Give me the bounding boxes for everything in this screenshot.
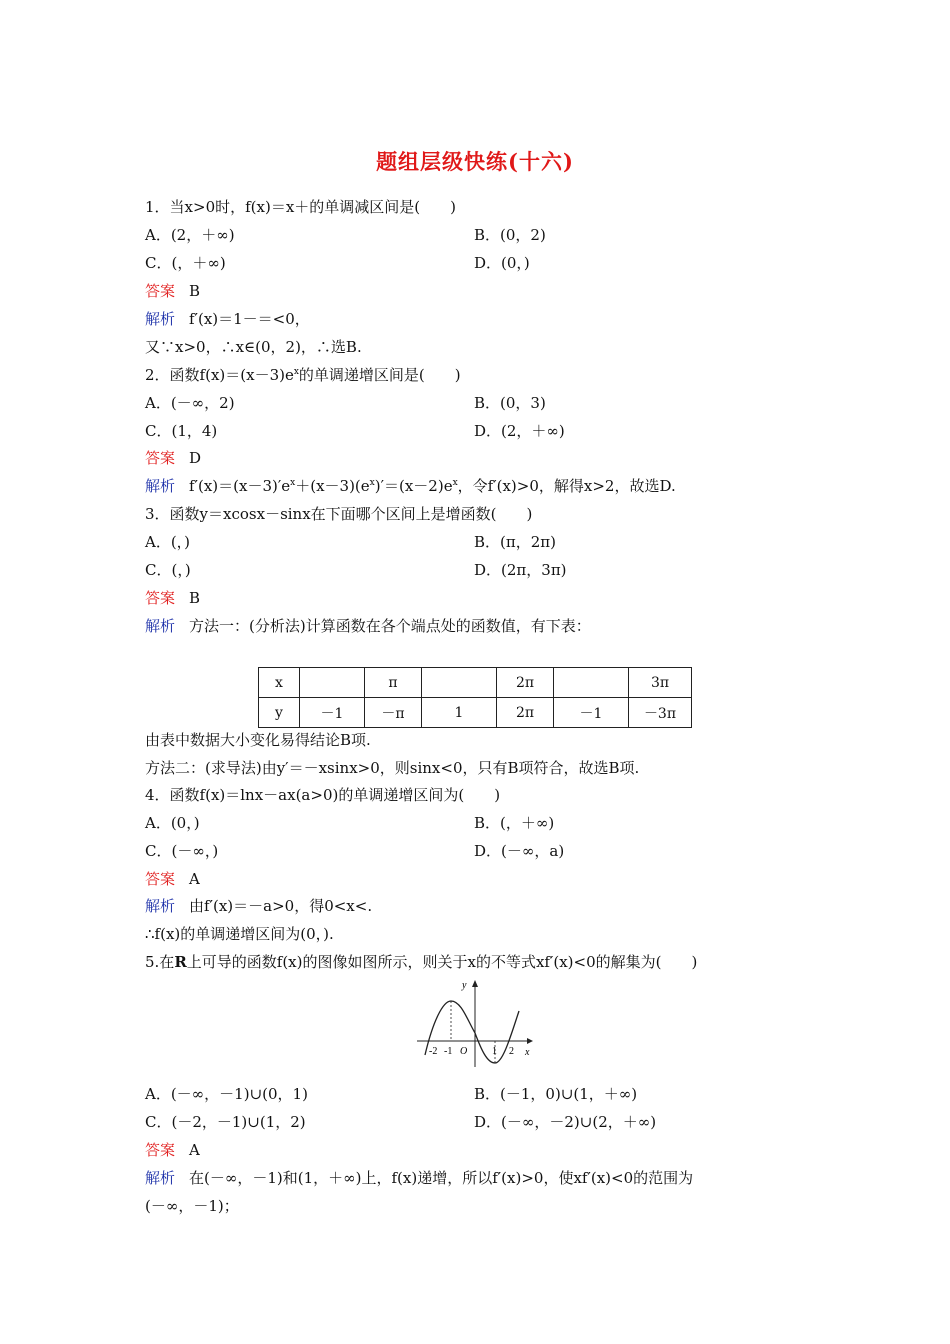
value-table (258, 667, 692, 728)
q2-answer-row (145, 448, 201, 468)
analysis-label: 解析 (145, 1169, 176, 1187)
q3-option-a: A．(，) (145, 533, 191, 551)
q4-analysis-extra: ∴f(x)的单调递增区间为(0，). (145, 925, 334, 943)
q5-option-c: C．(－2，－1)∪(1，2) (145, 1113, 306, 1131)
q5-stem-bold: R (174, 953, 187, 971)
q2-analysis-2: ＋(x－3)(e (295, 477, 370, 495)
table-cell: 3π (629, 668, 692, 698)
q3-answer: B (189, 589, 201, 607)
q4-analysis: 由f′(x)＝－a>0，得0<x<. (189, 897, 373, 915)
q5-option-d: D．(－∞，－2)∪(2，＋∞) (474, 1113, 657, 1131)
table-cell (422, 668, 497, 698)
q1-answer: B (189, 282, 201, 300)
q2-analysis-3: )′＝(x－2)e (374, 477, 453, 495)
table-row-y (259, 698, 692, 728)
analysis-label: 解析 (145, 617, 176, 635)
q3-stem: 3．函数y＝xcosx－sinx在下面哪个区间上是增函数( ) (145, 505, 533, 523)
table-cell: 2π (497, 668, 554, 698)
answer-label: 答案 (145, 449, 176, 467)
q2-analysis-1: f′(x)＝(x－3)′e (189, 477, 291, 495)
q3-method-two: 方法二：(求导法)由y′＝－xsinx>0，则sinx<0，只有B项符合，故选B项. (145, 759, 640, 777)
q1-analysis-row (145, 309, 310, 329)
q2-analysis-sup1: x (290, 478, 296, 488)
table-cell: －1 (554, 698, 629, 728)
y-axis-label: y (462, 980, 467, 991)
q4-stem: 4．函数f(x)＝lnx－ax(a>0)的单调递增区间为( ) (145, 786, 501, 804)
q5-option-b: B．(－1，0)∪(1，＋∞) (474, 1085, 638, 1103)
q4-analysis-row (145, 896, 372, 916)
q2-stem-post: 的单调递增区间是( ) (298, 366, 461, 384)
function-curve (425, 1001, 519, 1063)
q2-option-b: B．(0，3) (474, 394, 546, 412)
table-cell: －π (365, 698, 422, 728)
table-cell (300, 668, 365, 698)
tick-neg1: -1 (444, 1046, 453, 1057)
q1-stem: 1．当x>0时，f(x)＝x＋的单调减区间是( ) (145, 198, 456, 216)
q5-analysis-row (145, 1168, 693, 1188)
q3-option-c: C．(，) (145, 561, 191, 579)
q1-option-c: C．(，＋∞) (145, 254, 226, 272)
q5-stem-post: 上可导的函数f(x)的图像如图所示，则关于x的不等式xf′(x)<0的解集为( ) (186, 953, 698, 971)
q4-option-c: C．(－∞，) (145, 842, 219, 860)
table-cell: π (365, 668, 422, 698)
q2-stem-sup: x (293, 367, 299, 377)
q1-analysis-extra: 又∵x>0，∴x∈(0，2)，∴选B. (145, 338, 362, 356)
analysis-label: 解析 (145, 477, 176, 495)
q5-analysis-extra: (－∞，－1)； (145, 1197, 239, 1215)
q3-analysis: 方法一：(分析法)计算函数在各个端点处的函数值，有下表： (189, 617, 591, 635)
analysis-label: 解析 (145, 310, 176, 328)
q3-option-d: D．(2π，3π) (474, 561, 567, 579)
q2-option-c: C．(1，4) (145, 422, 218, 440)
answer-label: 答案 (145, 589, 176, 607)
q3-answer-row (145, 588, 200, 608)
function-graph (415, 975, 535, 1071)
q2-option-d: D．(2，＋∞) (474, 422, 565, 440)
q1-answer-row (145, 281, 200, 301)
q5-answer: A (189, 1141, 200, 1159)
q4-option-b: B．(，＋∞) (474, 814, 555, 832)
q4-option-a: A．(0，) (145, 814, 200, 832)
x-axis-label: x (525, 1047, 530, 1058)
q1-option-a: A．(2，＋∞) (145, 226, 235, 244)
table-cell: －1 (300, 698, 365, 728)
q2-analysis-sup2: x (369, 478, 375, 488)
q4-answer-row (145, 869, 200, 889)
q2-stem (145, 365, 461, 385)
analysis-label: 解析 (145, 897, 176, 915)
q4-option-d: D．(－∞，a) (474, 842, 565, 860)
q3-option-b: B．(π，2π) (474, 533, 556, 551)
q5-option-a: A．(－∞，－1)∪(0，1) (145, 1085, 308, 1103)
origin-label: O (460, 1046, 468, 1057)
table-cell: －3π (629, 698, 692, 728)
q3-analysis-row (145, 616, 591, 636)
q5-stem (145, 952, 697, 972)
tick-pos2: 2 (509, 1046, 514, 1057)
x-axis-arrow-icon (527, 1038, 533, 1044)
table-cell: 2π (497, 698, 554, 728)
table-cell (554, 668, 629, 698)
q2-answer: D (189, 449, 202, 467)
q1-analysis: f′(x)＝1－＝<0， (189, 310, 310, 328)
page-title: 题组层级快练(十六) (376, 149, 574, 174)
table-cell: x (259, 668, 300, 698)
answer-label: 答案 (145, 282, 176, 300)
tick-pos1: 1 (492, 1046, 497, 1057)
q2-stem-pre: 2．函数f(x)＝(x－3)e (145, 366, 294, 384)
answer-label: 答案 (145, 870, 176, 888)
y-axis-arrow-icon (472, 980, 478, 987)
table-row-x (259, 668, 692, 698)
q4-answer: A (189, 870, 200, 888)
answer-label: 答案 (145, 1141, 176, 1159)
q5-answer-row (145, 1140, 200, 1160)
tick-neg2: -2 (429, 1046, 438, 1057)
q5-analysis: 在(－∞，－1)和(1，＋∞)上，f(x)递增，所以f′(x)>0，使xf′(x)<0的范围为 (189, 1169, 694, 1187)
q1-option-d: D．(0，) (474, 254, 530, 272)
table-cell: 1 (422, 698, 497, 728)
q5-stem-pre: 5.在 (145, 953, 175, 971)
q2-option-a: A．(－∞，2) (145, 394, 235, 412)
table-cell: y (259, 698, 300, 728)
q2-analysis-row (145, 476, 676, 496)
q2-analysis-4: ，令f′(x)>0，解得x>2，故选D. (457, 477, 676, 495)
q2-analysis-sup3: x (452, 478, 458, 488)
q1-option-b: B．(0，2) (474, 226, 546, 244)
q3-conclusion: 由表中数据大小变化易得结论B项. (145, 731, 371, 749)
